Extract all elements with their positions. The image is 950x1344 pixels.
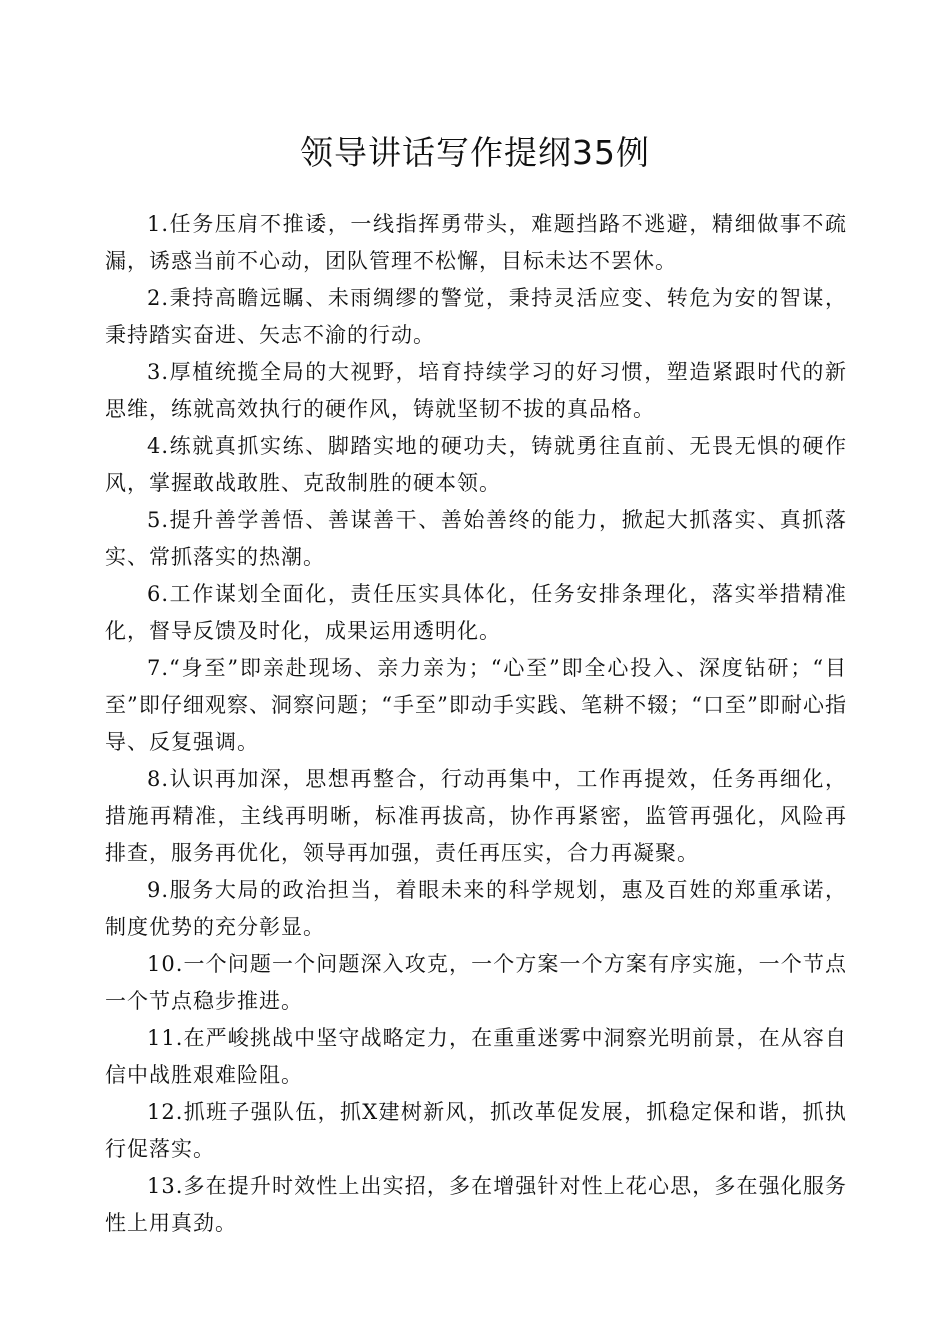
paragraph-5: 5.提升善学善悟、善谋善干、善始善终的能力，掀起大抓落实、真抓落实、常抓落实的热潮。 <box>105 508 847 569</box>
paragraph-10: 10.一个问题一个问题深入攻克，一个方案一个方案有序实施，一个节点一个节点稳步推进。 <box>105 952 847 1013</box>
paragraph-6: 6.工作谋划全面化，责任压实具体化，任务安排条理化，落实举措精准化，督导反馈及时化，成果运用透明化。 <box>105 582 847 643</box>
document-body <box>105 206 847 1242</box>
paragraph-12: 12.抓班子强队伍，抓X建树新风，抓改革促发展，抓稳定保和谐，抓执行促落实。 <box>105 1100 847 1161</box>
paragraph-2: 2.秉持高瞻远瞩、未雨绸缪的警觉，秉持灵活应变、转危为安的智谋，秉持踏实奋进、矢志不渝的行动。 <box>105 286 847 347</box>
paragraph-3: 3.厚植统揽全局的大视野，培育持续学习的好习惯，塑造紧跟时代的新思维，练就高效执行的硬作风，铸就坚韧不拔的真品格。 <box>105 360 847 421</box>
paragraph-9: 9.服务大局的政治担当，着眼未来的科学规划，惠及百姓的郑重承诺，制度优势的充分彰显。 <box>105 878 847 939</box>
paragraph-1: 1.任务压肩不推诿，一线指挥勇带头，难题挡路不逃避，精细做事不疏漏，诱惑当前不心动，团队管理不松懈，目标未达不罢休。 <box>105 212 847 273</box>
paragraph-11: 11.在严峻挑战中坚守战略定力，在重重迷雾中洞察光明前景，在从容自信中战胜艰难险阻。 <box>105 1026 847 1087</box>
paragraph-4: 4.练就真抓实练、脚踏实地的硬功夫，铸就勇往直前、无畏无惧的硬作风，掌握敢战敢胜、克敌制胜的硬本领。 <box>105 434 847 495</box>
paragraph-7: 7.“身至”即亲赴现场、亲力亲为；“心至”即全心投入、深度钻研；“目至”即仔细观察、洞察问题；“手至”即动手实践、笔耕不辍；“口至”即耐心指导、反复强调。 <box>105 656 847 754</box>
document-title: 领导讲话写作提纲35例 <box>300 133 650 172</box>
paragraph-13: 13.多在提升时效性上出实招，多在增强针对性上花心思，多在强化服务性上用真劲。 <box>105 1174 847 1235</box>
paragraph-8: 8.认识再加深，思想再整合，行动再集中，工作再提效，任务再细化，措施再精准，主线再明晰，标准再拔高，协作再紧密，监管再强化，风险再排查，服务再优化，领导再加强，责任再压实，合力再凝聚。 <box>105 767 847 865</box>
